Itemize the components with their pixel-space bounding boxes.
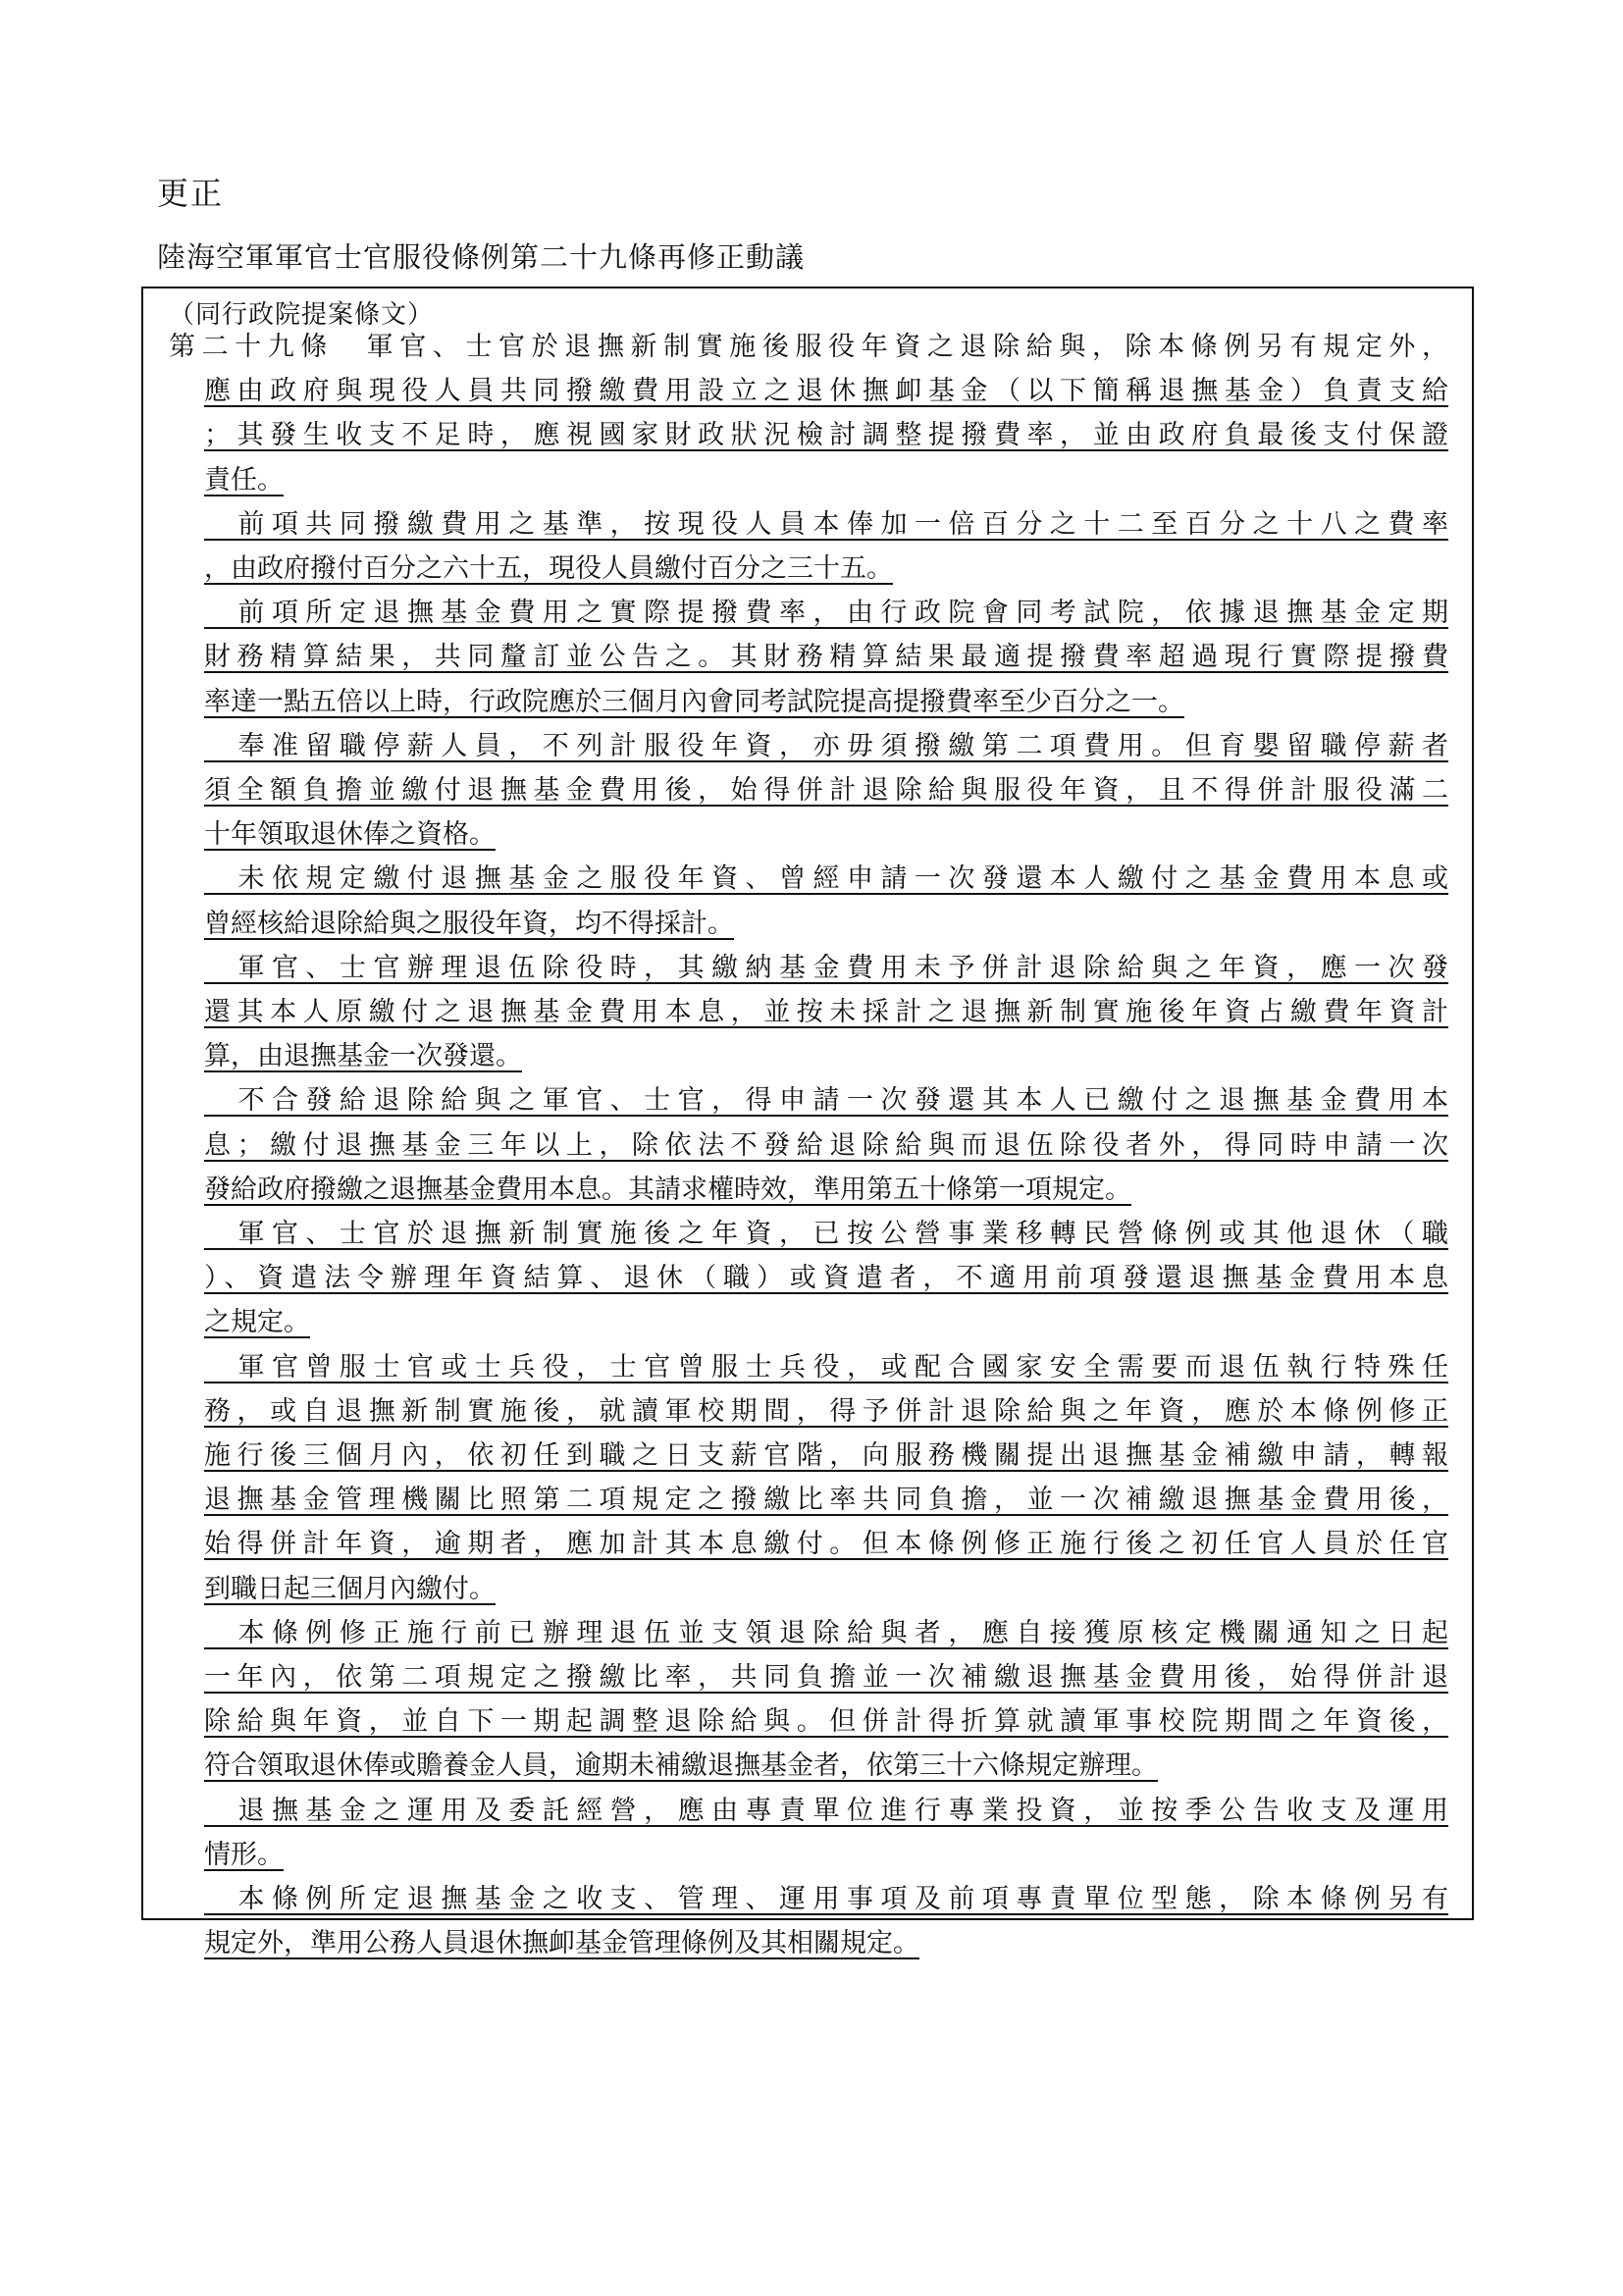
- article-line-text: 一年內，依第二項規定之撥繳比率，共同負擔並一次補繳退撫基金費用後，始得併計退: [204, 1662, 1448, 1693]
- article-line: [204, 1568, 1448, 1613]
- article-line: [204, 370, 1448, 415]
- article-line-text: 軍官、士官於退撫新制實施後之年資，已按公營事業移轉民營條例或其他退休（職: [204, 1219, 1448, 1249]
- article-line-text: 情形。: [204, 1839, 284, 1870]
- article-line-text: 奉准留職停薪人員，不列計服役年資，亦毋須撥繳第二項費用。但育嬰留職停薪者: [204, 730, 1448, 761]
- article-line-text: 規定外，準用公務人員退休撫卹基金管理條例及其相關規定。: [204, 1928, 919, 1959]
- article-line-text: 本條例所定退撫基金之收支、管理、運用事項及前項專責單位型態，除本條例另有: [204, 1884, 1448, 1914]
- article-line-text: 退撫基金之運用及委託經營，應由專責單位進行專業投資，並按季公告收支及運用: [204, 1795, 1448, 1826]
- article-line: [204, 1035, 1448, 1080]
- article-line: [204, 1790, 1448, 1835]
- article-line-text: 始得併計年資，逾期者，應加計其本息繳付。但本條例修正施行後之初任官人員於任官: [204, 1529, 1448, 1560]
- article-line: [204, 813, 1448, 859]
- article-line: [169, 326, 1448, 371]
- article-box: [141, 287, 1474, 1959]
- article-line: [204, 1390, 1448, 1435]
- article-line-text: 曾經核給退除給與之服役年資，均不得採計。: [204, 908, 734, 939]
- article-line-text: 率達一點五倍以上時，行政院應於三個月內會同考試院提高提撥費率至少百分之一。: [204, 686, 1184, 717]
- article-line-text: 第二十九條 軍官、士官於退撫新制實施後服役年資之退除給與，除本條例另有規定外，: [169, 332, 1448, 362]
- article-line: [204, 1479, 1448, 1524]
- article-line-text: 退撫基金管理機關比照第二項規定之撥繳比率共同負擔，並一次補繳退撫基金費用後，: [204, 1485, 1448, 1516]
- article-line: [204, 1612, 1448, 1657]
- article-line-text: 符合領取退休俸或贍養金人員，逾期未補繳退撫基金者，依第三十六條規定辦理。: [204, 1750, 1158, 1782]
- article-line: [204, 1922, 1448, 1967]
- article-line: [204, 947, 1448, 992]
- article-line-text: 到職日起三個月內繳付。: [204, 1573, 496, 1604]
- article-line: [204, 991, 1448, 1036]
- article-line: [204, 1169, 1448, 1214]
- article-line: [204, 725, 1448, 770]
- article-line-text: ）、資遣法令辦理年資結算、退休（職）或資遣者，不適用前項發還退撫基金費用本息: [204, 1263, 1448, 1294]
- article-line: [204, 459, 1448, 504]
- article-line-text: 責任。: [204, 464, 284, 496]
- article-line: [204, 858, 1448, 903]
- article-line-text: 前項所定退撫基金費用之實際提撥費率，由行政院會同考試院，依據退撫基金定期: [204, 598, 1448, 629]
- motion-title: 陸海空軍軍官士官服役條例第二十九條再修正動議: [157, 240, 806, 274]
- article-line-text: 之規定。: [204, 1307, 310, 1338]
- article-line: [204, 1523, 1448, 1568]
- article-line-text: 施行後三個月內，依初任到職之日支薪官階，向服務機關提出退撫基金補繳申請，轉報: [204, 1440, 1448, 1471]
- article-line-text: 除給與年資，並自下一期起調整退除給與。但併計得折算就讀軍事校院期間之年資後，: [204, 1706, 1448, 1738]
- article-line-text: ，由政府撥付百分之六十五，現役人員繳付百分之三十五。: [204, 553, 893, 584]
- article-line-text: 未依規定繳付退撫基金之服役年資、曾經申請一次發還本人繳付之基金費用本息或: [204, 863, 1448, 895]
- article-line: [204, 503, 1448, 548]
- article-line-text: 十年領取退休俸之資格。: [204, 819, 496, 851]
- article-line-text: 財務精算結果，共同釐訂並公告之。其財務精算結果最適提撥費率超過現行實際提撥費: [204, 642, 1448, 673]
- article-line-text: 本條例修正施行前已辦理退伍並支領退除給與者，應自接獲原核定機關通知之日起: [204, 1617, 1448, 1648]
- article-line: [204, 1745, 1448, 1790]
- article-line-text: 前項共同撥繳費用之基準，按現役人員本俸加一倍百分之十二至百分之十八之費率: [204, 508, 1448, 540]
- article-line: [204, 414, 1448, 459]
- article-line: [204, 903, 1448, 948]
- article-line: [204, 1213, 1448, 1258]
- article-line: [204, 1656, 1448, 1701]
- article-line: [204, 769, 1448, 814]
- article-line: [204, 1878, 1448, 1923]
- article-line-text: 發給政府撥繳之退撫基金費用本息。其請求權時效，準用第五十條第一項規定。: [204, 1174, 1131, 1205]
- article-line: [204, 1124, 1448, 1170]
- article-line-text: 須全額負擔並繳付退撫基金費用後，始得併計退除給與服役年資，且不得併計服役滿二: [204, 775, 1448, 806]
- article-line-text: 還其本人原繳付之退撫基金費用本息，並按未採計之退撫新制實施後年資占繳費年資計: [204, 997, 1448, 1027]
- article-line: [204, 1834, 1448, 1879]
- article-line-text: 算，由退撫基金一次發還。: [204, 1041, 522, 1072]
- article-line: [204, 1346, 1448, 1391]
- article-line-text: 軍官、士官辦理退伍除役時，其繳納基金費用未予併計退除給與之年資，應一次發: [204, 952, 1448, 983]
- correction-label: 更正: [157, 175, 225, 212]
- article-line: [204, 1700, 1448, 1746]
- article-line-text: 應由政府與現役人員共同撥繳費用設立之退休撫卹基金（以下簡稱退撫基金）負責支給: [204, 376, 1448, 407]
- article-line: [204, 1257, 1448, 1302]
- article-line-text: 不合發給退除給與之軍官、士官，得申請一次發還其本人已繳付之退撫基金費用本: [204, 1085, 1448, 1117]
- article-line: [204, 1435, 1448, 1480]
- article-line: [204, 1079, 1448, 1124]
- article-line-text: 息；繳付退撫基金三年以上，除依法不發給退除給與而退伍除役者外，得同時申請一次: [204, 1129, 1448, 1161]
- box-header: （同行政院提案條文）: [169, 300, 435, 330]
- article-line: [204, 636, 1448, 681]
- article-line-text: ；其發生收支不足時，應視國家財政狀況檢討調整提撥費率，並由政府負最後支付保證: [204, 420, 1448, 451]
- article-line: [204, 548, 1448, 593]
- article-line: [204, 681, 1448, 726]
- article-line: [204, 1301, 1448, 1346]
- article-line-text: 務，或自退撫新制實施後，就讀軍校期間，得予併計退除給與之年資，應於本條例修正: [204, 1395, 1448, 1427]
- article-line: [204, 592, 1448, 637]
- article-line-text: 軍官曾服士官或士兵役，士官曾服士兵役，或配合國家安全需要而退伍執行特殊任: [204, 1351, 1448, 1383]
